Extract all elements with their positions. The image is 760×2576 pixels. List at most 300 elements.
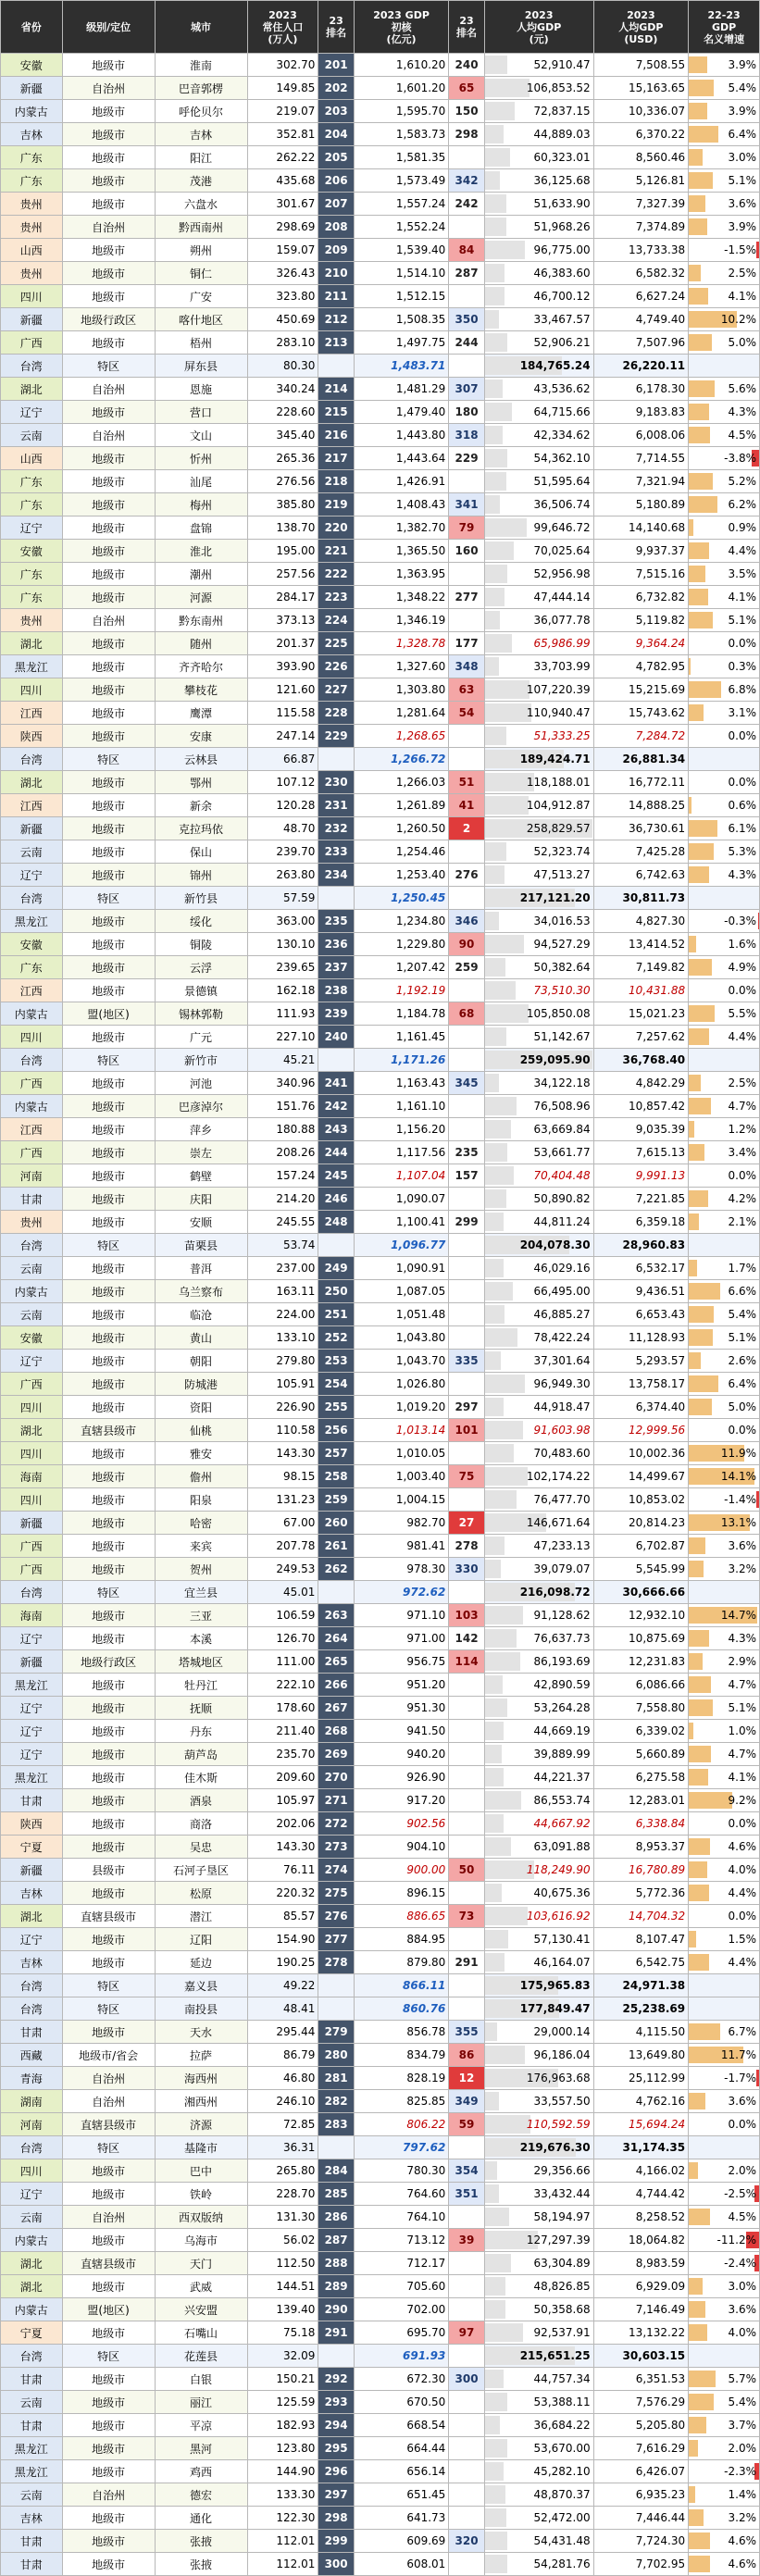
cell-level [62, 1997, 155, 2021]
cell-city [155, 1257, 247, 1280]
per-capita-bar [485, 1351, 501, 1370]
cell-gdp-text: 1,408.43 [395, 498, 446, 511]
cell-city [155, 1280, 247, 1303]
cell-gdp-rank-text: 345 [455, 1076, 479, 1089]
cell-gdp-rank [449, 123, 484, 146]
cell-level [62, 1095, 155, 1118]
cell-per-capita-usd [593, 193, 689, 216]
table-row [1, 1535, 760, 1558]
cell-city-text: 松原 [190, 1886, 213, 1900]
cell-gdp [354, 678, 449, 702]
table-row [1, 1627, 760, 1650]
cell-gdp [354, 1049, 449, 1072]
cell-per-capita-cny [484, 586, 593, 609]
cell-population [247, 794, 318, 817]
cell-rank-text: 252 [324, 1331, 348, 1344]
cell-gdp [354, 1650, 449, 1674]
cell-population [247, 1303, 318, 1326]
cell-per-capita-usd-text: 16,780.89 [629, 1863, 686, 1876]
cell-population-text: 112.01 [276, 2534, 316, 2547]
cell-gdp [354, 1905, 449, 1928]
cell-gdp [354, 1280, 449, 1303]
cell-growth [689, 470, 760, 493]
cell-city [155, 1049, 247, 1072]
cell-per-capita-cny-text: 102,174.22 [526, 1470, 591, 1483]
cell-gdp-text: 1,261.89 [395, 799, 446, 812]
cell-gdp-text: 1,539.40 [395, 243, 446, 256]
cell-per-capita-cny-text: 33,467.57 [533, 313, 591, 326]
cell-per-capita-usd [593, 2067, 689, 2090]
table-row [1, 1257, 760, 1280]
cell-city [155, 1141, 247, 1164]
table-row [1, 817, 760, 840]
cell-population [247, 2321, 318, 2345]
cell-province [1, 2090, 63, 2113]
cell-gdp-rank-text: 97 [458, 2326, 475, 2339]
cell-level-text: 地级市 [92, 290, 126, 304]
cell-gdp [354, 1442, 449, 1465]
cell-gdp-rank-text: 355 [455, 2025, 479, 2038]
cell-province [1, 308, 63, 331]
growth-bar [689, 1792, 732, 1809]
cell-per-capita-usd-text: 7,146.49 [635, 2303, 686, 2316]
cell-level [62, 748, 155, 771]
cell-province [1, 1488, 63, 1512]
cell-gdp-text: 1,026.80 [395, 1377, 446, 1390]
table-row [1, 1072, 760, 1095]
cell-population-text: 182.93 [276, 2419, 316, 2432]
cell-rank [318, 308, 354, 331]
cell-city-text: 河池 [190, 1076, 213, 1090]
table-row [1, 447, 760, 470]
table-row [1, 1350, 760, 1373]
cell-city [155, 2414, 247, 2437]
cell-per-capita-cny [484, 632, 593, 655]
cell-city-text: 梧州 [190, 336, 213, 350]
growth-text: 0.0% [728, 1910, 756, 1923]
per-capita-bar [485, 1490, 517, 1509]
cell-gdp-text: 1,004.15 [395, 1493, 446, 1506]
cell-per-capita-cny-text: 57,130.41 [533, 1933, 591, 1946]
cell-per-capita-usd-text: 7,515.16 [635, 567, 686, 580]
growth-text: 4.7% [728, 1678, 756, 1691]
cell-per-capita-usd-text: 6,086.66 [635, 1678, 686, 1691]
cell-city [155, 817, 247, 840]
cell-per-capita-cny [484, 2507, 593, 2530]
cell-rank [318, 401, 354, 424]
cell-rank [318, 1558, 354, 1581]
cell-province [1, 216, 63, 239]
cell-per-capita-cny [484, 77, 593, 100]
cell-level-text: 地级市 [92, 2372, 126, 2386]
cell-level [62, 1257, 155, 1280]
cell-per-capita-usd-text: 6,370.22 [635, 128, 686, 141]
cell-level [62, 493, 155, 516]
cell-city [155, 54, 247, 77]
cell-gdp-text: 1,260.50 [395, 822, 446, 835]
cell-rank [318, 1396, 354, 1419]
cell-per-capita-cny-text: 46,164.07 [533, 1956, 591, 1969]
cell-city-text: 景德镇 [184, 984, 218, 998]
cell-gdp-text: 1,207.42 [395, 961, 446, 974]
table-row [1, 1396, 760, 1419]
cell-gdp [354, 794, 449, 817]
cell-rank [318, 2090, 354, 2113]
growth-text: 4.3% [728, 405, 756, 418]
cell-province-text: 安徽 [19, 544, 43, 558]
cell-gdp-rank [449, 887, 484, 910]
cell-province-text: 云南 [19, 2488, 43, 2502]
cell-gdp [354, 2252, 449, 2275]
cell-gdp [354, 308, 449, 331]
cell-per-capita-cny [484, 887, 593, 910]
cell-gdp-rank [449, 1997, 484, 2021]
cell-gdp-rank-text: 278 [455, 1539, 479, 1552]
cell-growth [689, 2321, 760, 2345]
cell-gdp-rank-text: 335 [455, 1354, 479, 1367]
cell-level [62, 2136, 155, 2159]
cell-per-capita-usd-text: 9,183.83 [635, 405, 686, 418]
cell-rank [318, 1118, 354, 1141]
cell-per-capita-usd [593, 586, 689, 609]
cell-city-text: 乌兰察布 [179, 1285, 224, 1299]
cell-population-text: 262.22 [276, 151, 316, 164]
cell-per-capita-usd-text: 13,132.22 [629, 2326, 686, 2339]
cell-per-capita-usd [593, 239, 689, 262]
cell-level-text: 地级市/省会 [79, 2048, 139, 2062]
cell-per-capita-cny-text: 65,986.99 [533, 637, 591, 650]
cell-province [1, 1836, 63, 1859]
cell-gdp [354, 1465, 449, 1488]
cell-population-text: 45.21 [283, 1053, 316, 1066]
cell-per-capita-cny [484, 355, 593, 378]
cell-population [247, 1488, 318, 1512]
cell-per-capita-cny [484, 447, 593, 470]
cell-per-capita-usd [593, 1997, 689, 2021]
cell-rank [318, 1720, 354, 1743]
cell-gdp [354, 2460, 449, 2483]
cell-per-capita-usd-text: 6,374.40 [635, 1400, 686, 1413]
cell-growth [689, 1072, 760, 1095]
cell-growth [689, 2206, 760, 2229]
cell-level-text: 地级市 [92, 706, 126, 720]
cell-growth [689, 864, 760, 887]
cell-gdp [354, 216, 449, 239]
cell-gdp-rank-text: 63 [458, 683, 475, 696]
growth-bar [689, 1190, 708, 1207]
cell-per-capita-usd [593, 1928, 689, 1951]
cell-rank [318, 424, 354, 447]
cell-level [62, 1164, 155, 1188]
cell-per-capita-usd [593, 2275, 689, 2298]
cell-province-text: 吉林 [19, 128, 43, 142]
cell-gdp-rank [449, 2206, 484, 2229]
growth-bar [689, 589, 708, 605]
cell-province-text: 贵州 [19, 267, 43, 280]
cell-population-text: 284.17 [276, 591, 316, 604]
cell-gdp-text: 1,043.70 [395, 1354, 446, 1367]
table-row [1, 1720, 760, 1743]
cell-per-capita-usd-text: 20,814.23 [629, 1516, 686, 1529]
growth-bar [756, 2070, 759, 2086]
table-row [1, 678, 760, 702]
cell-province-text: 贵州 [19, 197, 43, 211]
cell-level-text: 特区 [97, 891, 120, 905]
cell-city-text: 文山 [190, 429, 213, 442]
cell-level [62, 1928, 155, 1951]
cell-gdp-rank-text: 242 [455, 197, 479, 210]
cell-city [155, 100, 247, 123]
cell-population [247, 100, 318, 123]
cell-province-text: 安徽 [19, 938, 43, 952]
cell-population-text: 133.30 [276, 2488, 316, 2501]
cell-gdp [354, 401, 449, 424]
cell-gdp-rank [449, 1836, 484, 1859]
table-row [1, 77, 760, 100]
cell-gdp [354, 2090, 449, 2113]
cell-gdp-text: 1,266.03 [395, 776, 446, 789]
cell-gdp-rank [449, 840, 484, 864]
cell-gdp [354, 1512, 449, 1535]
cell-per-capita-cny-text: 52,956.98 [533, 567, 591, 580]
cell-city [155, 1326, 247, 1350]
cell-level-text: 自治州 [92, 81, 126, 95]
cell-rank-text: 227 [324, 683, 348, 696]
cell-city-text: 黑河 [190, 2442, 213, 2456]
cell-level [62, 1951, 155, 1974]
cell-province [1, 2321, 63, 2345]
cell-gdp-rank [449, 1812, 484, 1836]
cell-level-text: 特区 [97, 1238, 120, 1252]
cell-gdp-text: 825.85 [406, 2095, 446, 2108]
cell-gdp-text: 1,426.91 [395, 475, 446, 488]
cell-per-capita-cny [484, 2345, 593, 2368]
cell-population [247, 1789, 318, 1812]
cell-per-capita-usd [593, 1002, 689, 1026]
table-row [1, 771, 760, 794]
cell-city-text: 铜仁 [190, 267, 213, 280]
cell-province [1, 54, 63, 77]
cell-rank-text: 258 [324, 1470, 348, 1483]
cell-gdp-text: 981.41 [406, 1539, 446, 1552]
cell-city-text: 广安 [190, 290, 213, 304]
cell-per-capita-usd [593, 1188, 689, 1211]
growth-text: 4.1% [728, 591, 756, 604]
cell-population [247, 2345, 318, 2368]
per-capita-bar [485, 148, 510, 167]
cell-rank-text: 250 [324, 1285, 348, 1298]
cell-growth [689, 1049, 760, 1072]
cell-per-capita-cny-text: 146,671.64 [526, 1516, 591, 1529]
cell-province-text: 四川 [19, 290, 43, 304]
cell-city-text: 庆阳 [190, 1192, 213, 1206]
cell-rank [318, 2391, 354, 2414]
cell-growth [689, 216, 760, 239]
growth-bar [689, 1861, 707, 1878]
cell-gdp-rank [449, 2044, 484, 2067]
cell-city-text: 朔州 [190, 243, 213, 257]
cell-gdp [354, 1188, 449, 1211]
cell-population [247, 702, 318, 725]
per-capita-bar [485, 1652, 521, 1671]
growth-bar [689, 2301, 705, 2318]
cell-population-text: 76.11 [283, 1863, 316, 1876]
cell-gdp [354, 1997, 449, 2021]
cell-rank [318, 887, 354, 910]
per-capita-bar [485, 1791, 521, 1810]
cell-growth [689, 910, 760, 933]
cell-growth [689, 794, 760, 817]
per-capita-bar [485, 194, 506, 213]
table-row [1, 1812, 760, 1836]
cell-city [155, 1859, 247, 1882]
cell-level [62, 725, 155, 748]
cell-population-text: 143.30 [276, 1447, 316, 1460]
cell-growth [689, 401, 760, 424]
cell-gdp-text: 1,365.50 [395, 544, 446, 557]
cell-level [62, 216, 155, 239]
cell-rank [318, 1373, 354, 1396]
cell-per-capita-usd [593, 1419, 689, 1442]
cell-population-text: 144.90 [276, 2465, 316, 2478]
cell-growth [689, 1164, 760, 1188]
cell-gdp [354, 2483, 449, 2507]
cell-level-text: 地级市 [92, 1030, 126, 1044]
growth-bar [689, 2209, 710, 2225]
growth-text: 3.6% [728, 197, 756, 210]
cell-gdp-rank [449, 2391, 484, 2414]
cell-per-capita-usd-text: 12,231.83 [629, 1655, 686, 1668]
cell-level-text: 地级市 [92, 1678, 126, 1692]
cell-rank-text: 254 [324, 1377, 348, 1390]
cell-city [155, 2229, 247, 2252]
cell-growth [689, 493, 760, 516]
table-row [1, 262, 760, 285]
cell-gdp-rank [449, 2113, 484, 2136]
cell-gdp [354, 1002, 449, 1026]
cell-province-text: 贵州 [19, 614, 43, 628]
cell-per-capita-cny-text: 39,889.99 [533, 1748, 591, 1761]
cell-per-capita-usd-text: 16,772.11 [629, 776, 686, 789]
cell-per-capita-usd [593, 1627, 689, 1650]
cell-per-capita-usd [593, 1974, 689, 1997]
cell-province [1, 1049, 63, 1072]
cell-level-text: 地级市 [92, 938, 126, 952]
cell-per-capita-usd [593, 1951, 689, 1974]
per-capita-bar [485, 1745, 502, 1763]
cell-population-text: 126.70 [276, 1632, 316, 1645]
growth-bar [689, 496, 717, 513]
cell-population-text: 67.00 [283, 1516, 316, 1529]
cell-rank-text: 251 [324, 1308, 348, 1321]
cell-growth [689, 933, 760, 956]
cell-gdp-text: 764.60 [406, 2187, 446, 2200]
per-capita-bar [485, 2254, 511, 2272]
cell-province-text: 甘肃 [19, 1192, 43, 1206]
cell-gdp [354, 840, 449, 864]
per-capita-bar [485, 79, 530, 97]
cell-growth [689, 1488, 760, 1512]
growth-bar [689, 1329, 713, 1346]
cell-city [155, 2067, 247, 2090]
cell-per-capita-usd-text: 7,558.80 [635, 1701, 686, 1714]
table-row [1, 1488, 760, 1512]
cell-gdp-text: 1,171.26 [391, 1053, 446, 1066]
cell-gdp [354, 1141, 449, 1164]
cell-growth [689, 1720, 760, 1743]
cell-city-text: 宜兰县 [184, 1586, 218, 1599]
cell-per-capita-cny [484, 1280, 593, 1303]
cell-gdp [354, 1211, 449, 1234]
cell-province-text: 湖北 [19, 2257, 43, 2271]
cell-province [1, 956, 63, 979]
per-capita-bar [485, 1675, 503, 1694]
cell-level-text: 地级市 [92, 405, 126, 419]
cell-per-capita-usd [593, 1326, 689, 1350]
cell-gdp-text: 1,161.45 [395, 1030, 446, 1043]
cell-province-text: 辽宁 [19, 1354, 43, 1368]
cell-population-text: 123.80 [276, 2442, 316, 2455]
cell-per-capita-cny [484, 1627, 593, 1650]
cell-gdp-text: 956.75 [406, 1655, 446, 1668]
growth-bar [689, 2394, 714, 2410]
cell-gdp-text: 797.62 [403, 2141, 446, 2154]
cell-province [1, 1419, 63, 1442]
cell-per-capita-usd [593, 447, 689, 470]
cell-growth [689, 771, 760, 794]
cell-growth [689, 1905, 760, 1928]
cell-population-text: 227.10 [276, 1030, 316, 1043]
cell-rank-text: 277 [324, 1933, 348, 1946]
cell-province [1, 355, 63, 378]
cell-rank-text: 289 [324, 2280, 348, 2293]
cell-gdp-rank [449, 378, 484, 401]
table-row [1, 2460, 760, 2483]
cell-city-text: 阳江 [190, 151, 213, 165]
table-row [1, 193, 760, 216]
table-row [1, 169, 760, 193]
cell-population-text: 211.40 [276, 1724, 316, 1737]
cell-level-text: 地级市 [92, 1447, 126, 1461]
growth-text: 6.7% [728, 2025, 756, 2038]
cell-population-text: 279.80 [276, 1354, 316, 1367]
per-capita-bar [485, 426, 503, 444]
cell-gdp-text: 904.10 [406, 1840, 446, 1853]
cell-province-text: 云南 [19, 1308, 43, 1322]
cell-gdp-rank-text: 180 [455, 405, 479, 418]
cell-city-text: 鸡西 [190, 2465, 213, 2479]
per-capita-bar [485, 1953, 505, 1972]
cell-city-text: 新余 [190, 799, 213, 813]
cell-per-capita-usd-text: 7,724.30 [635, 2534, 686, 2547]
cell-gdp-rank [449, 2553, 484, 2576]
cell-level-text: 地级市 [92, 2465, 126, 2479]
cell-per-capita-cny-text: 215,651.25 [519, 2349, 591, 2362]
table-row [1, 2206, 760, 2229]
cell-growth [689, 2460, 760, 2483]
cell-population-text: 265.36 [276, 452, 316, 465]
cell-city [155, 563, 247, 586]
growth-text: 5.1% [728, 174, 756, 187]
cell-city-text: 乌海市 [184, 2234, 218, 2247]
cell-city-text: 德宏 [190, 2488, 213, 2502]
cell-per-capita-cny [484, 2229, 593, 2252]
cell-level [62, 169, 155, 193]
per-capita-bar [485, 403, 512, 421]
cell-population [247, 864, 318, 887]
cell-population-text: 143.30 [276, 1840, 316, 1853]
cell-growth [689, 956, 760, 979]
